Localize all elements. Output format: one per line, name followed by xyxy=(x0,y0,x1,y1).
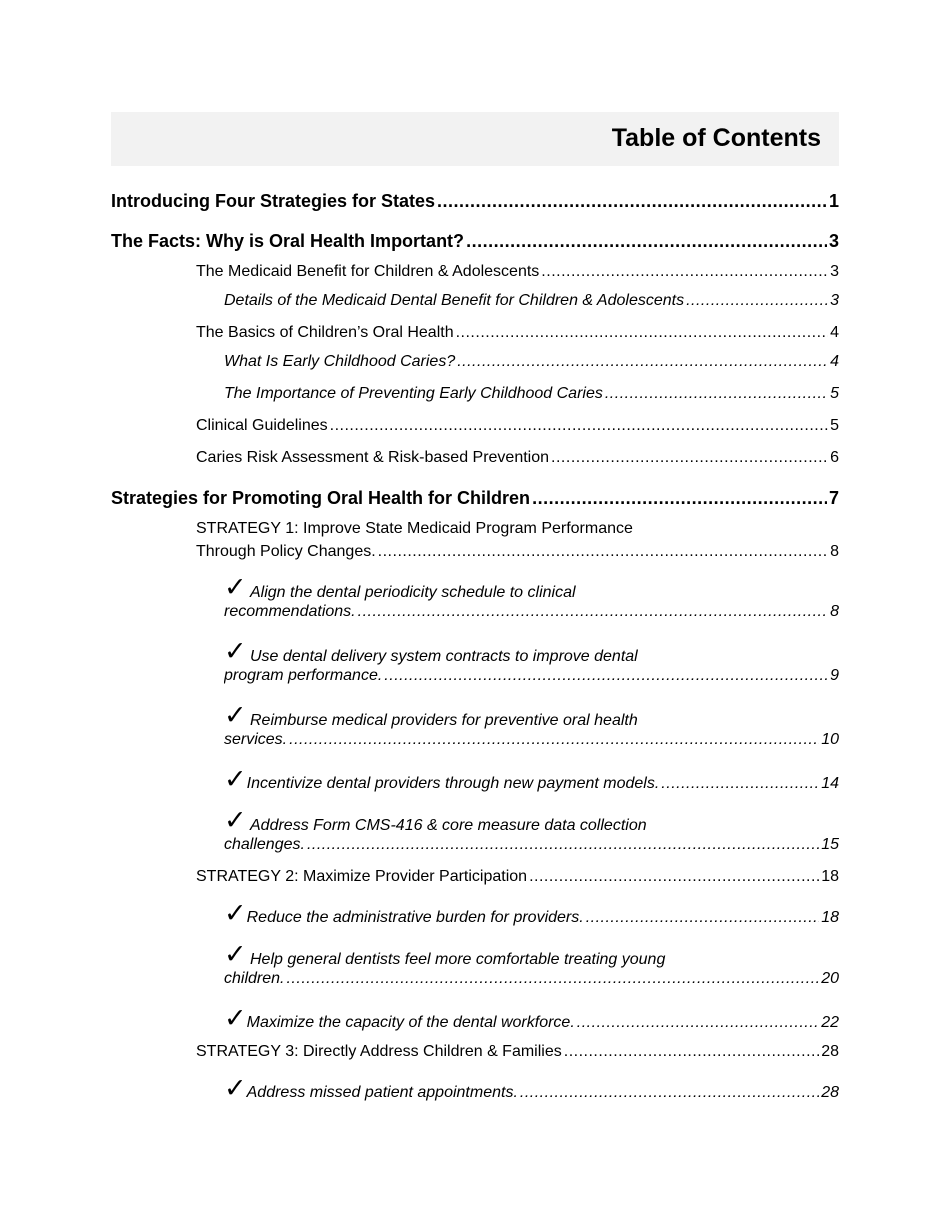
toc-entry-title: Introducing Four Strategies for States xyxy=(111,191,436,211)
checkmark-icon: ✓ xyxy=(224,636,247,666)
toc-entry[interactable] xyxy=(224,1078,839,1101)
toc-entry-title: The Importance of Preventing Early Childhood Caries xyxy=(224,385,603,402)
checkmark-icon: ✓ xyxy=(224,1078,247,1101)
toc-entry-title-line1: Use dental delivery system contracts to improve dental xyxy=(250,648,638,665)
toc-entry-page: 5 xyxy=(830,417,839,434)
toc-entry-page: 8 xyxy=(830,543,839,560)
toc-entry-page: 22 xyxy=(821,1014,839,1031)
toc-entry[interactable] xyxy=(196,865,839,888)
toc-entry-title-line1: Reimburse medical providers for preventive oral health xyxy=(250,712,638,729)
toc-entry-page: 6 xyxy=(830,449,839,466)
toc-entry[interactable] xyxy=(196,414,839,437)
toc-entry-page: 28 xyxy=(821,1084,839,1101)
toc-entry[interactable] xyxy=(224,805,839,856)
toc-entry-title: The Facts: Why is Oral Health Important? xyxy=(111,231,465,251)
toc-entry[interactable] xyxy=(224,289,839,312)
toc-entry-page: 8 xyxy=(830,603,839,620)
toc-entry[interactable] xyxy=(224,769,839,792)
toc-entry-title: The Medicaid Benefit for Children & Adolescents xyxy=(196,263,540,280)
toc-entry-page: 3 xyxy=(828,231,839,251)
toc-entry-page: 28 xyxy=(821,1043,839,1060)
toc-entry[interactable] xyxy=(196,321,839,344)
checkmark-icon: ✓ xyxy=(224,700,247,730)
toc-entry-page: 14 xyxy=(821,775,839,792)
checkmark-icon: ✓ xyxy=(224,572,247,602)
toc-entry-title-line2: services. xyxy=(224,731,288,748)
toc-entry-title-line2: recommendations. xyxy=(224,603,356,620)
checkmark-icon: ✓ xyxy=(224,939,247,969)
toc-entry-title: Caries Risk Assessment & Risk-based Prevention xyxy=(196,449,550,466)
toc-entry-title: The Basics of Children’s Oral Health xyxy=(196,324,454,341)
toc-entry[interactable] xyxy=(111,487,839,510)
toc-entry-title: What Is Early Childhood Caries? xyxy=(224,353,456,370)
toc-entry[interactable] xyxy=(224,1008,839,1031)
toc-entry-title-line1: Address Form CMS-416 & core measure data collection xyxy=(250,817,647,834)
toc-entry-page: 1 xyxy=(828,191,839,211)
toc-entry-page: 3 xyxy=(830,292,839,309)
toc-entry-title: Maximize the capacity of the dental workforce. xyxy=(246,1014,575,1031)
toc-entry[interactable] xyxy=(111,190,839,213)
toc-entry-title-line2: challenges. xyxy=(224,836,305,853)
toc-entry-page: 10 xyxy=(821,731,839,748)
toc-entry[interactable] xyxy=(224,939,839,990)
toc-entry[interactable] xyxy=(196,517,839,563)
toc-entry[interactable] xyxy=(224,382,839,405)
toc-entry-page: 3 xyxy=(830,263,839,280)
toc-entry-title-line2: program performance. xyxy=(224,667,383,684)
toc-entry-title: Strategies for Promoting Oral Health for Children xyxy=(111,488,531,508)
toc-entry[interactable] xyxy=(224,636,839,687)
checkmark-icon: ✓ xyxy=(224,1008,247,1031)
toc-entry[interactable] xyxy=(196,260,839,283)
toc-entry[interactable] xyxy=(111,230,839,253)
checkmark-icon: ✓ xyxy=(224,805,247,835)
toc-entry-title-line1: Help general dentists feel more comfortable treating young xyxy=(250,951,666,968)
toc-entry-page: 18 xyxy=(821,868,839,885)
toc-entry-page: 15 xyxy=(821,836,839,853)
toc-entry-page: 9 xyxy=(830,667,839,684)
toc-entry-title-line1: STRATEGY 1: Improve State Medicaid Program Performance xyxy=(196,520,633,537)
toc-entry-page: 4 xyxy=(830,324,839,341)
toc-entry[interactable] xyxy=(196,446,839,469)
toc-entry[interactable] xyxy=(196,1040,839,1063)
toc-entry-page: 7 xyxy=(828,488,839,508)
toc-entry-page: 18 xyxy=(821,909,839,926)
toc-entry-title-line2: children. xyxy=(224,970,285,987)
page-title: Table of Contents xyxy=(611,124,821,152)
toc-entry[interactable] xyxy=(224,903,839,926)
toc-entry-page: 4 xyxy=(830,353,839,370)
toc-entry-title-line2: Through Policy Changes. xyxy=(196,543,376,560)
toc-entry[interactable] xyxy=(224,350,839,373)
toc-entry-title: Details of the Medicaid Dental Benefit for Children & Adolescents xyxy=(224,292,685,309)
checkmark-icon: ✓ xyxy=(224,903,247,926)
toc-entry-title: Address missed patient appointments. xyxy=(246,1084,518,1101)
toc-entry-title: Reduce the administrative burden for providers. xyxy=(246,909,584,926)
toc-entry[interactable] xyxy=(224,700,839,751)
toc-entry-title: STRATEGY 3: Directly Address Children & Families xyxy=(196,1043,562,1060)
toc-entry-title: STRATEGY 2: Maximize Provider Participation xyxy=(196,868,528,885)
toc-entry-page: 5 xyxy=(830,385,839,402)
toc-entry-page: 20 xyxy=(821,970,839,987)
toc-entry-title: Clinical Guidelines xyxy=(196,417,328,434)
toc-entry-title-line1: Align the dental periodicity schedule to clinical xyxy=(250,584,576,601)
toc-entry[interactable] xyxy=(224,572,839,623)
checkmark-icon: ✓ xyxy=(224,769,247,792)
toc-entry-title: Incentivize dental providers through new payment models. xyxy=(246,775,660,792)
title-banner xyxy=(111,112,839,166)
